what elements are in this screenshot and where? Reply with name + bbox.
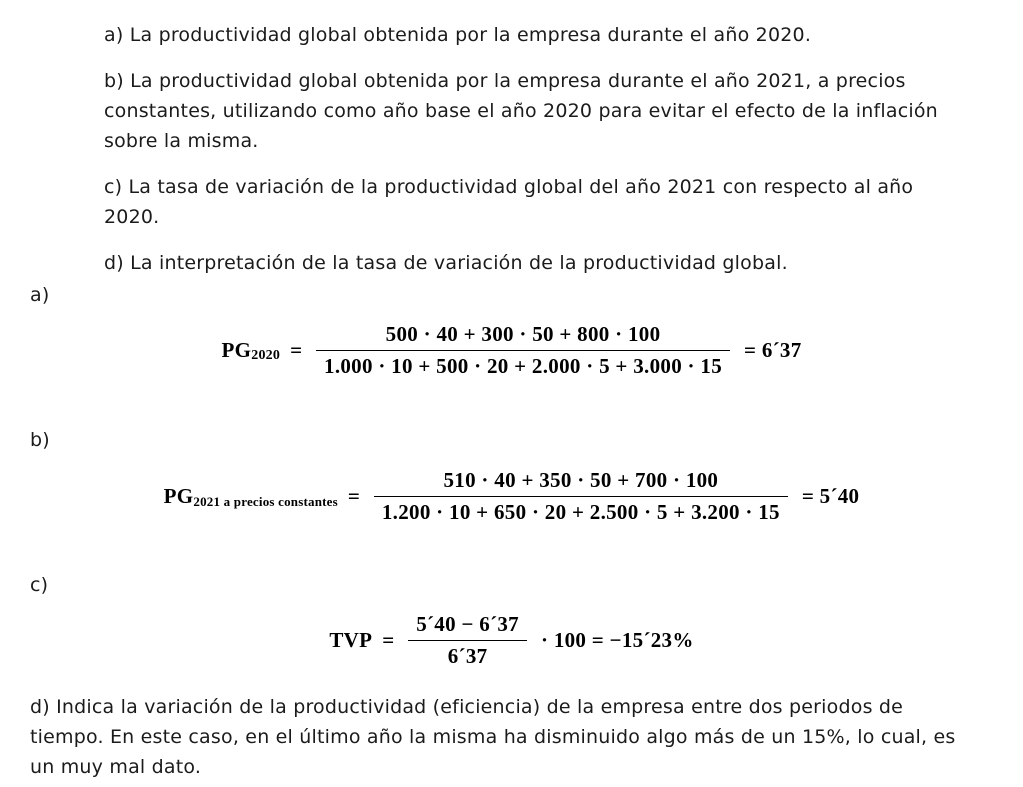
question-list (104, 20, 970, 294)
formula-a-label: PG (221, 338, 252, 362)
formula-b-equals: = (347, 484, 360, 508)
formula-b-subscript: 2021 a precios constantes (193, 493, 338, 509)
formula-c-numerator: 5´40 − 6´37 (416, 612, 519, 636)
formula-b-fraction (374, 468, 788, 525)
formula-c-result: · 100 = −15´23% (540, 628, 694, 652)
section-marker-c: c) (30, 574, 49, 596)
formula-a-numerator: 500 · 40 + 300 · 50 + 800 · 100 (385, 322, 661, 346)
section-marker-a: a) (30, 284, 50, 306)
formula-a-fraction (316, 322, 730, 379)
formula-c-denominator: 6´37 (408, 640, 527, 669)
question-item-b: b) La productividad global obtenida por la empresa durante el año 2021, a precios constantes, utilizando como año base el año 2020 para evitar el efecto de la inflación sobre la misma. (104, 70, 938, 152)
formula-a-equals: = (290, 338, 303, 362)
formula-a-result: = 6´37 (744, 338, 802, 362)
formula-b (0, 468, 1023, 525)
formula-b-label: PG (163, 484, 194, 508)
question-item-c: c) La tasa de variación de la productividad global del año 2021 con respecto al año 2020. (104, 176, 914, 228)
formula-c-fraction (408, 612, 527, 669)
question-item-a: a) La productividad global obtenida por la empresa durante el año 2020. (104, 24, 812, 46)
formula-a-subscript: 2020 (251, 347, 281, 363)
formula-b-denominator: 1.200 · 10 + 650 · 20 + 2.500 · 5 + 3.200 · 15 (374, 496, 788, 525)
formula-a (0, 322, 1023, 379)
question-item-d: d) La interpretación de la tasa de variación de la productividad global. (104, 252, 788, 274)
formula-c-label: TVP (329, 628, 373, 652)
section-marker-b: b) (30, 429, 50, 451)
formula-b-result: = 5´40 (801, 484, 860, 508)
conclusion-text: d) Indica la variación de la productividad (eficiencia) de la empresa entre dos periodos de tiempo. En este caso, en el último año la misma ha disminuido algo más de un 15%, lo cual, es un muy mal dato. (30, 696, 956, 778)
formula-c-equals: = (382, 628, 395, 652)
formula-b-numerator: 510 · 40 + 350 · 50 + 700 · 100 (443, 468, 719, 492)
formula-c (0, 612, 1023, 669)
formula-a-denominator: 1.000 · 10 + 500 · 20 + 2.000 · 5 + 3.000 · 15 (316, 350, 730, 379)
